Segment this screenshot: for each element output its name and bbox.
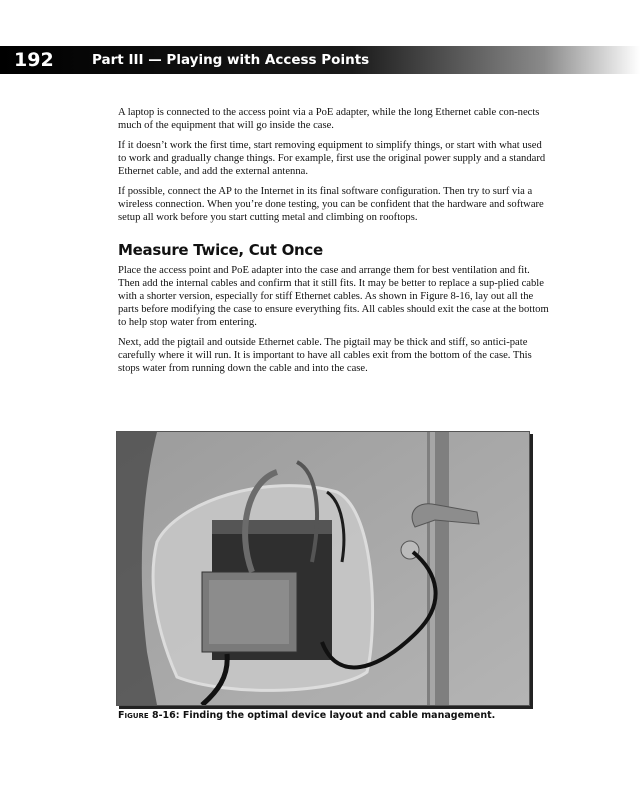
figure-photo — [116, 431, 530, 706]
paragraph: If it doesn’t work the first time, start removing equipment to simplify things, or start with what used to work and gradually change things. For example, first use the original power supply and a standard Ethernet cable, and add the external antenna. — [118, 140, 546, 177]
main-content — [118, 106, 552, 382]
section-heading: Measure Twice, Cut Once — [118, 241, 323, 259]
page-number: 192 — [14, 49, 54, 71]
figure-caption — [118, 710, 558, 721]
caption-text: Finding the optimal device layout and cable management. — [179, 710, 496, 721]
paragraph: If possible, connect the AP to the Internet in its final software configuration. Then try to surf via a wireless connection. When you’re done testing, you can be confident that the hardware and software setup all work before you start cutting metal and climbing on rooftops. — [118, 186, 544, 223]
paragraph: A laptop is connected to the access point via a PoE adapter, while the long Ethernet cable con-nects much of the equipment that will go inside the case. — [118, 107, 540, 131]
paragraph: Next, add the pigtail and outside Ethernet cable. The pigtail may be thick and stiff, so antici-pate carefully where it will run. It is important to have all cables exit from the bottom of the case. This stops water from running down the cable and into the case. — [118, 337, 532, 374]
paragraph: Place the access point and PoE adapter into the case and arrange them for best ventilation and fit. Then add the internal cables and confirm that it still fits. It may be better to replace a sup-plied cable with a shorter version, especially for stiff Ethernet cables. As shown in Figure 8-16, lay out all the parts before modifying the case to ensure everything fits. All cables should exit the case at the bottom to help stop water from entering. — [118, 265, 549, 328]
part-title: Part III — Playing with Access Points — [92, 52, 370, 68]
device-layout-photo — [117, 432, 529, 705]
caption-prefix: Figure 8-16: — [118, 710, 180, 721]
